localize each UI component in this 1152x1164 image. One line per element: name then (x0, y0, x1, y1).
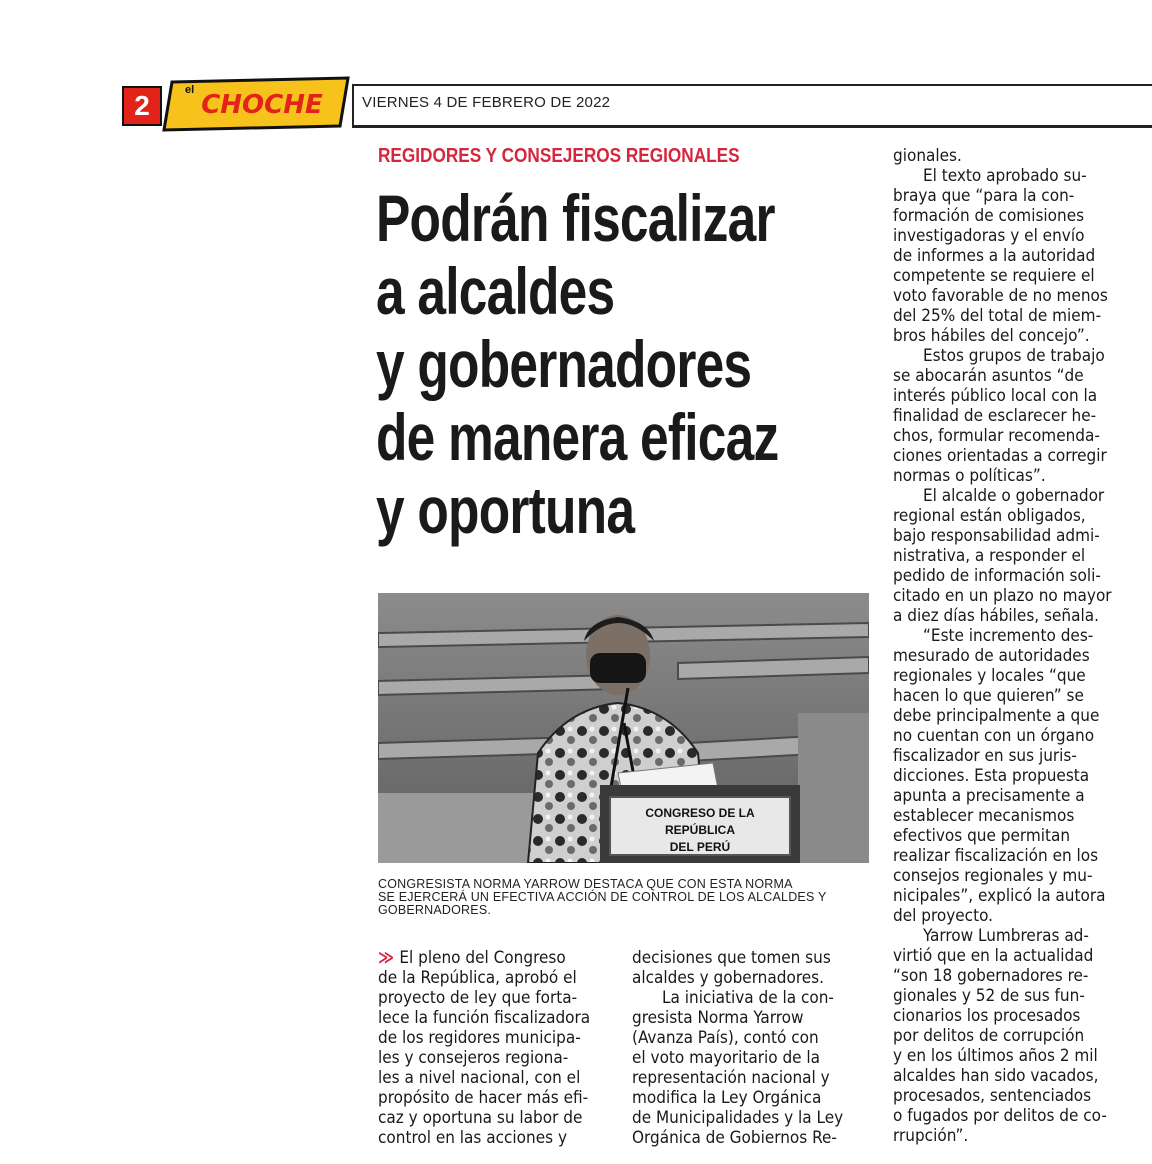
body-text-line (893, 766, 1129, 786)
body-text-line (893, 146, 1129, 166)
body-text-line (893, 846, 1129, 866)
body-text: del proyecto. (893, 906, 993, 926)
body-text: gionales. (893, 146, 962, 166)
header-rule-top (352, 84, 1152, 86)
caption-line: GOBERNADORES. (378, 903, 492, 917)
body-text: les a nivel nacional, con el (378, 1068, 581, 1088)
body-text: gresista Norma Yarrow (632, 1008, 804, 1028)
body-text-line (893, 1046, 1129, 1066)
page-header (0, 0, 1152, 140)
headline-line: a alcaldes (376, 254, 615, 328)
body-text-line (893, 806, 1129, 826)
body-text-line (893, 1086, 1129, 1106)
header-rule-bottom (352, 125, 1152, 128)
body-text: les y consejeros regiona- (378, 1048, 569, 1068)
body-text: rrupción”. (893, 1126, 969, 1146)
headline-line: y gobernadores (376, 327, 752, 401)
body-text-line (893, 946, 1129, 966)
body-text: finalidad de esclarecer he- (893, 406, 1097, 426)
body-text-line (893, 226, 1129, 246)
body-text: ciones orientadas a corregir (893, 446, 1107, 466)
body-text: caz y oportuna su labor de (378, 1108, 583, 1128)
paragraph-arrow-icon: ≫ (378, 948, 400, 968)
body-text-line (378, 1008, 608, 1028)
body-text: por delitos de corrupción (893, 1026, 1085, 1046)
body-text: nistrativa, a responder el (893, 546, 1086, 566)
body-text-line (893, 306, 1129, 326)
body-text: bros hábiles del concejo”. (893, 326, 1090, 346)
body-text: virtió que en la actualidad (893, 946, 1094, 966)
body-text-line (893, 626, 1129, 646)
body-text-line (893, 1026, 1129, 1046)
body-column-2 (632, 948, 867, 1148)
body-text-line (893, 266, 1129, 286)
photo-caption (378, 878, 858, 917)
body-text-line (893, 546, 1129, 566)
body-text-line (893, 326, 1129, 346)
body-text-line (893, 466, 1129, 486)
body-text-line (893, 726, 1129, 746)
body-text: Yarrow Lumbreras ad- (923, 926, 1089, 946)
body-text: de informes a la autoridad (893, 246, 1096, 266)
body-text-line (632, 988, 867, 1008)
body-text-line (632, 1008, 867, 1028)
body-text: El texto aprobado su- (923, 166, 1087, 186)
body-text: o fugados por delitos de co- (893, 1106, 1107, 1126)
body-text: procesados, sentenciados (893, 1086, 1092, 1106)
body-text: a diez días hábiles, señala. (893, 606, 1099, 626)
body-text: se abocarán asuntos “de (893, 366, 1084, 386)
body-text: establecer mecanismos (893, 806, 1075, 826)
article-headline (376, 182, 896, 547)
body-text-line (893, 186, 1129, 206)
body-text: El pleno del Congreso (399, 948, 566, 968)
body-text: formación de comisiones (893, 206, 1085, 226)
body-text: regional están obligados, (893, 506, 1086, 526)
body-text: “son 18 gobernadores re- (893, 966, 1089, 986)
body-text-line (893, 926, 1129, 946)
body-text: efectivos que permitan (893, 826, 1071, 846)
body-text-line (893, 346, 1129, 366)
body-column-1 (378, 948, 608, 1148)
body-text: investigadoras y el envío (893, 226, 1085, 246)
body-text: cionarios los procesados (893, 1006, 1081, 1026)
newspaper-logo-text: CHOCHE (201, 90, 323, 120)
article-photo (378, 593, 869, 863)
body-text: Estos grupos de trabajo (923, 346, 1105, 366)
body-text: el voto mayoritario de la (632, 1048, 821, 1068)
body-text-line (378, 968, 608, 988)
body-text: hacen lo que quieren” se (893, 686, 1084, 706)
body-text-line (378, 1108, 608, 1128)
headline-line: y oportuna (376, 473, 635, 547)
body-text: de la República, aprobó el (378, 968, 577, 988)
podium-sign-line: DEL PERÚ (669, 840, 731, 854)
body-text: modifica la Ley Orgánica (632, 1088, 822, 1108)
body-text: La iniciativa de la con- (662, 988, 834, 1008)
body-text: fiscalizador en sus juris- (893, 746, 1077, 766)
body-text-line (893, 426, 1129, 446)
body-text: citado en un plazo no mayor (893, 586, 1112, 606)
body-text: alcaldes han sido vacados, (893, 1066, 1099, 1086)
body-text: normas o políticas”. (893, 466, 1046, 486)
body-text-line (378, 1028, 608, 1048)
body-text: consejos regionales y mu- (893, 866, 1093, 886)
body-text-line (893, 886, 1129, 906)
body-text-line (893, 986, 1129, 1006)
podium-sign-line: CONGRESO DE LA REPÚBLICA (645, 806, 755, 837)
body-text: nicipales”, explicó la autora (893, 886, 1106, 906)
body-text-line (378, 948, 608, 968)
body-text: representación nacional y (632, 1068, 830, 1088)
body-text-line (893, 386, 1129, 406)
body-text-line (378, 1048, 608, 1068)
podium-sign (610, 805, 790, 856)
body-text: pedido de información soli- (893, 566, 1101, 586)
body-text-line (893, 1066, 1129, 1086)
body-text: debe principalmente a que (893, 706, 1100, 726)
body-text-line (632, 1028, 867, 1048)
body-text-line (893, 1006, 1129, 1026)
body-text-line (893, 1106, 1129, 1126)
body-text-line (378, 988, 608, 1008)
body-text-line (378, 1128, 608, 1148)
issue-date: VIERNES 4 DE FEBRERO DE 2022 (362, 94, 611, 111)
body-text: regionales y locales “que (893, 666, 1086, 686)
body-text: del 25% del total de miem- (893, 306, 1102, 326)
body-text-line (893, 966, 1129, 986)
body-text: voto favorable de no menos (893, 286, 1108, 306)
body-text-line (632, 1108, 867, 1128)
body-text: control en las acciones y (378, 1128, 568, 1148)
body-text-line (893, 1126, 1129, 1146)
body-text: Orgánica de Gobiernos Re- (632, 1128, 837, 1148)
body-text: de los regidores municipa- (378, 1028, 581, 1048)
body-text-line (893, 866, 1129, 886)
body-text-line (632, 1128, 867, 1148)
header-rule-vertical (352, 84, 354, 128)
body-text: competente se requiere el (893, 266, 1095, 286)
body-text-line (632, 948, 867, 968)
body-text-line (893, 246, 1129, 266)
body-text-line (893, 586, 1129, 606)
body-text-line (893, 406, 1129, 426)
body-text-line (893, 706, 1129, 726)
body-text-line (893, 166, 1129, 186)
body-text: mesurado de autoridades (893, 646, 1090, 666)
body-text: braya que “para la con- (893, 186, 1075, 206)
body-text-line (893, 666, 1129, 686)
caption-line: CONGRESISTA NORMA YARROW DESTACA QUE CON ESTA NORMA (378, 877, 793, 891)
body-text: de Municipalidades y la Ley (632, 1108, 844, 1128)
body-text-line (893, 446, 1129, 466)
body-text: apunta a precisamente a (893, 786, 1085, 806)
body-text: y en los últimos años 2 mil (893, 1046, 1098, 1066)
body-text: El alcalde o gobernador (923, 486, 1105, 506)
body-text: (Avanza País), contó con (632, 1028, 819, 1048)
body-text-line (893, 606, 1129, 626)
body-text-line (632, 1088, 867, 1108)
body-text: alcaldes y gobernadores. (632, 968, 824, 988)
body-text: interés público local con la (893, 386, 1098, 406)
body-text-line (893, 286, 1129, 306)
body-text: gionales y 52 de sus fun- (893, 986, 1085, 1006)
body-text-line (893, 646, 1129, 666)
body-text: proyecto de ley que forta- (378, 988, 578, 1008)
caption-line: SE EJERCERÁ UN EFECTIVA ACCIÓN DE CONTROL DE LOS ALCALDES Y (378, 890, 827, 904)
body-column-3 (893, 146, 1129, 1146)
body-text: propósito de hacer más efi- (378, 1088, 589, 1108)
headline-line: Podrán fiscalizar (376, 181, 775, 255)
body-text: dicciones. Esta propuesta (893, 766, 1090, 786)
body-text-line (893, 906, 1129, 926)
body-text: chos, formular recomenda- (893, 426, 1100, 446)
body-text-line (893, 566, 1129, 586)
body-text-line (893, 506, 1129, 526)
body-text-line (893, 786, 1129, 806)
body-text: lece la función fiscalizadora (378, 1008, 591, 1028)
page-number: 2 (122, 86, 162, 126)
headline-line: de manera eficaz (376, 400, 779, 474)
body-text-line (378, 1068, 608, 1088)
article-kicker: REGIDORES Y CONSEJEROS REGIONALES (378, 145, 740, 167)
body-text-line (893, 526, 1129, 546)
body-text: decisiones que tomen sus (632, 948, 831, 968)
body-text-line (893, 746, 1129, 766)
body-text: “Este incremento des- (923, 626, 1094, 646)
body-text-line (632, 1048, 867, 1068)
body-text-line (893, 206, 1129, 226)
body-text-line (893, 366, 1129, 386)
body-text: realizar fiscalización en los (893, 846, 1099, 866)
body-text: bajo responsabilidad admi- (893, 526, 1100, 546)
body-text-line (893, 826, 1129, 846)
body-text-line (893, 686, 1129, 706)
body-text-line (632, 1068, 867, 1088)
logo-prefix: el (185, 84, 195, 96)
body-text-line (378, 1088, 608, 1108)
body-text: no cuentan con un órgano (893, 726, 1095, 746)
body-text-line (893, 486, 1129, 506)
body-text-line (632, 968, 867, 988)
